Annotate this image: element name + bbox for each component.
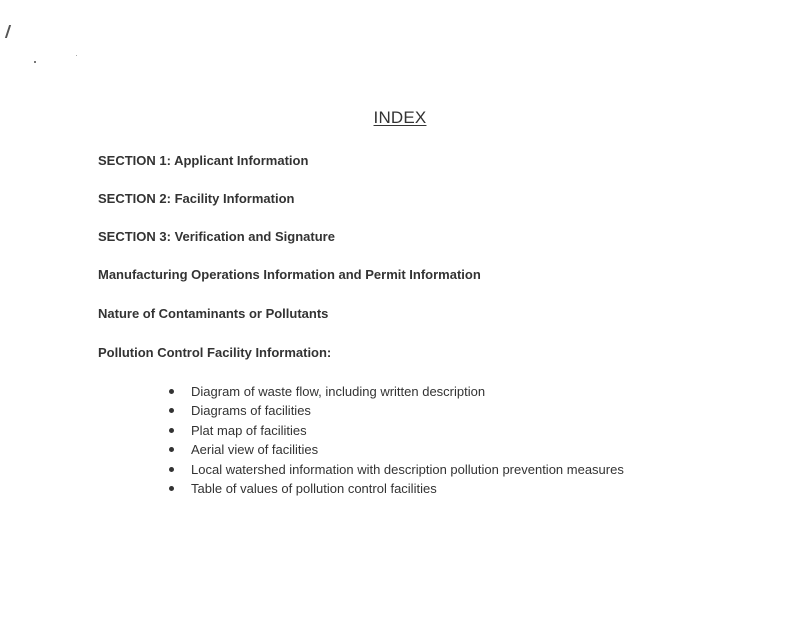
section-heading-pollution-control-facility: Pollution Control Facility Information: [98, 345, 332, 360]
pollution-control-bullet-list [166, 382, 624, 498]
bullet-icon [169, 428, 174, 433]
bullet-icon [169, 408, 174, 413]
list-item-text: Plat map of facilities [191, 422, 307, 438]
index-title: INDEX [373, 108, 427, 127]
list-item-text: Diagrams of facilities [191, 403, 311, 419]
scan-artifact-mark [5, 25, 11, 38]
scan-artifact-dot [76, 55, 77, 56]
scan-artifact-dot [34, 61, 36, 63]
list-item [166, 460, 624, 479]
section-heading-verification-signature: SECTION 3: Verification and Signature [98, 229, 335, 244]
list-item [166, 440, 624, 459]
list-item-text: Aerial view of facilities [191, 442, 319, 458]
list-item-text: Diagram of waste flow, including written description [191, 384, 486, 399]
list-item-text: Table of values of pollution control facilities [191, 480, 437, 496]
list-item [166, 401, 624, 420]
section-heading-applicant-information: SECTION 1: Applicant Information [98, 153, 309, 168]
bullet-icon [169, 447, 174, 452]
section-heading-contaminants-pollutants: Nature of Contaminants or Pollutants [98, 306, 329, 321]
list-item-text: Local watershed information with description pollution prevention measures [191, 461, 624, 477]
bullet-icon [169, 389, 174, 394]
list-item [166, 479, 624, 498]
bullet-icon [169, 467, 174, 472]
list-item [166, 382, 624, 401]
section-heading-facility-information: SECTION 2: Facility Information [98, 191, 295, 206]
section-heading-manufacturing-operations: Manufacturing Operations Information and Permit Information [98, 267, 481, 282]
list-item [166, 421, 624, 440]
bullet-icon [169, 486, 174, 491]
